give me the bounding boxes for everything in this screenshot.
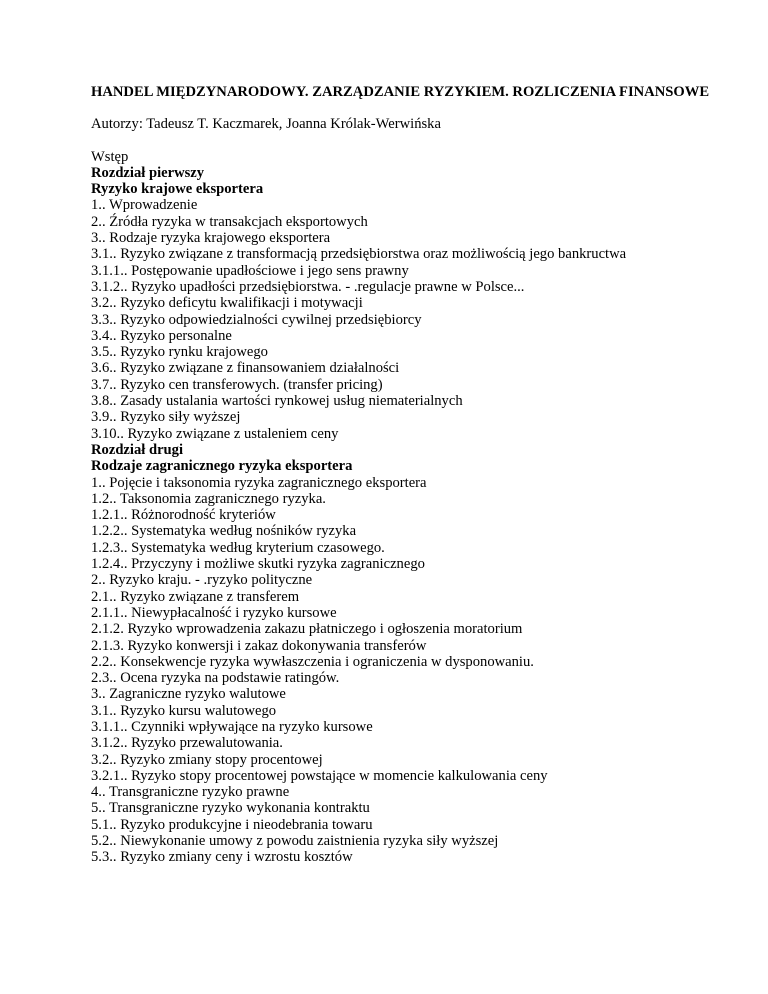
toc-heading: Rozdział pierwszy [91,164,205,181]
toc-entry: 3.1.1.. Postępowanie upadłościowe i jego sens prawny [91,262,409,279]
toc-entry: 3.4.. Ryzyko personalne [91,327,232,344]
toc-entry: 3.. Zagraniczne ryzyko walutowe [91,686,286,703]
toc-entry: 3.9.. Ryzyko siły wyższej [91,409,241,426]
table-of-contents [91,149,711,866]
document-page [91,84,711,866]
toc-entry: 3.1.. Ryzyko kursu walutowego [91,702,277,719]
toc-entry: Wstęp [91,148,129,165]
toc-entry: 3.1.2.. Ryzyko upadłości przedsiębiorstwa. - .regulacje prawne w Polsce... [91,278,525,295]
document-authors: Autorzy: Tadeusz T. Kaczmarek, Joanna Królak-Werwińska [91,116,441,133]
toc-entry: 3.1.1.. Czynniki wpływające na ryzyko kursowe [91,718,373,735]
toc-entry: 3.1.. Ryzyko związane z transformacją przedsiębiorstwa oraz możliwością jego bankructwa [91,246,627,263]
toc-entry: 1.2.2.. Systematyka według nośników ryzyka [91,523,357,540]
toc-entry: 2.1.3. Ryzyko konwersji i zakaz dokonywania transferów [91,637,427,654]
toc-entry: 1.. Wprowadzenie [91,197,198,214]
toc-entry: 5.3.. Ryzyko zmiany ceny i wzrostu kosztów [91,849,353,866]
toc-entry: 3.10.. Ryzyko związane z ustaleniem ceny [91,425,339,442]
toc-entry: 1.. Pojęcie i taksonomia ryzyka zagranicznego eksportera [91,474,427,491]
toc-entry: 1.2.3.. Systematyka według kryterium czasowego. [91,539,385,556]
toc-heading: Rodzaje zagranicznego ryzyka eksportera [91,458,353,475]
toc-entry: 2.1.2. Ryzyko wprowadzenia zakazu płatniczego i ogłoszenia moratorium [91,621,523,638]
toc-entry: 2.1.1.. Niewypłacalność i ryzyko kursowe [91,604,337,621]
toc-entry: 5.. Transgraniczne ryzyko wykonania kontraktu [91,800,370,817]
toc-entry: 1.2.. Taksonomia zagranicznego ryzyka. [91,490,326,507]
toc-heading: Ryzyko krajowe eksportera [91,181,264,198]
toc-entry: 2.1.. Ryzyko związane z transferem [91,588,300,605]
toc-entry: 3.. Rodzaje ryzyka krajowego eksportera [91,230,331,247]
toc-entry: 3.8.. Zasady ustalania wartości rynkowej usług niematerialnych [91,393,463,410]
toc-entry: 1.2.4.. Przyczyny i możliwe skutki ryzyka zagranicznego [91,556,425,573]
toc-entry: 3.5.. Ryzyko rynku krajowego [91,344,268,361]
toc-entry: 4.. Transgraniczne ryzyko prawne [91,784,290,801]
toc-entry: 5.1.. Ryzyko produkcyjne i nieodebrania towaru [91,816,373,833]
toc-entry: 3.2.1.. Ryzyko stopy procentowej powstające w momencie kalkulowania ceny [91,767,548,784]
toc-entry: 3.1.2.. Ryzyko przewalutowania. [91,735,283,752]
toc-entry: 3.2.. Ryzyko zmiany stopy procentowej [91,751,323,768]
toc-entry: 2.3.. Ocena ryzyka na podstawie ratingów. [91,670,340,687]
toc-heading: Rozdział drugi [91,441,184,458]
toc-entry: 3.7.. Ryzyko cen transferowych. (transfer pricing) [91,376,383,393]
toc-entry: 5.2.. Niewykonanie umowy z powodu zaistnienia ryzyka siły wyższej [91,833,499,850]
toc-entry: 1.2.1.. Różnorodność kryteriów [91,507,276,524]
toc-entry: 2.. Ryzyko kraju. - .ryzyko polityczne [91,572,313,589]
toc-entry: 2.2.. Konsekwencje ryzyka wywłaszczenia i ograniczenia w dysponowaniu. [91,653,534,670]
toc-entry: 3.2.. Ryzyko deficytu kwalifikacji i motywacji [91,295,363,312]
toc-entry: 3.3.. Ryzyko odpowiedzialności cywilnej przedsiębiorcy [91,311,422,328]
toc-entry: 3.6.. Ryzyko związane z finansowaniem działalności [91,360,400,377]
toc-entry: 2.. Źródła ryzyka w transakcjach eksportowych [91,213,368,230]
document-title: HANDEL MIĘDZYNARODOWY. ZARZĄDZANIE RYZYKIEM. ROZLICZENIA FINANSOWE [91,84,710,100]
